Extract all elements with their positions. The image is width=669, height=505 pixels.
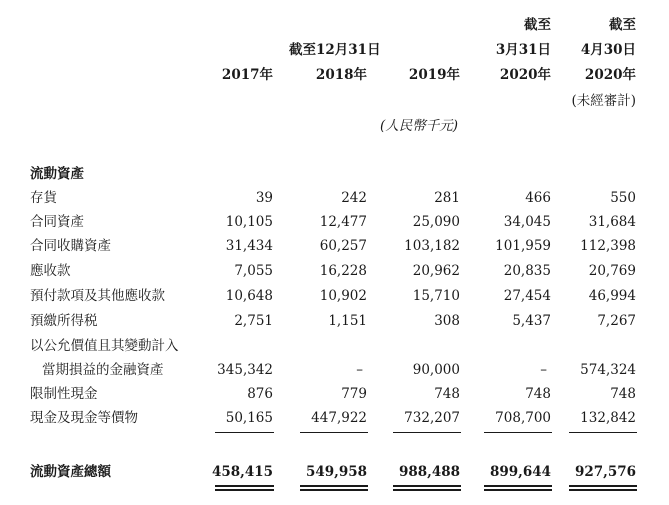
row-value: 112,398 <box>580 238 636 254</box>
row-value: 308 <box>434 313 460 329</box>
row-value: 90,000 <box>412 362 460 378</box>
total-double-rule <box>215 485 274 487</box>
row-value: 748 <box>610 386 636 402</box>
row-value: 281 <box>434 190 460 206</box>
row-value: 20,769 <box>588 263 636 279</box>
subtotal-rule <box>484 432 552 433</box>
row-value: 748 <box>525 386 551 402</box>
row-value: 10,105 <box>225 214 273 230</box>
row-value: 876 <box>247 386 273 402</box>
row-value: 574,324 <box>580 362 636 378</box>
row-label: 合同收購資產 <box>30 238 111 254</box>
row-value: 447,922 <box>311 410 367 426</box>
total-double-rule <box>215 489 274 491</box>
row-value: 732,207 <box>404 410 460 426</box>
row-value: 7,055 <box>234 263 273 279</box>
col4-header-date: 3月31日 <box>495 42 551 58</box>
row-value: 2,751 <box>234 313 273 329</box>
row-value: 345,342 <box>217 362 273 378</box>
row-value: 27,454 <box>503 288 551 304</box>
row-value: 60,257 <box>319 238 367 254</box>
row-label: 存貨 <box>30 190 57 206</box>
row-value: 7,267 <box>597 313 636 329</box>
row-label: 限制性現金 <box>30 386 98 402</box>
total-double-rule <box>484 485 552 487</box>
row-value: 708,700 <box>495 410 551 426</box>
row-label: 當期損益的金融資產 <box>42 362 164 378</box>
row-value: 779 <box>341 386 367 402</box>
total-value: 458,415 <box>211 464 273 480</box>
row-label: 以公允價值且其變動計入 <box>30 338 179 354</box>
row-value: 242 <box>341 190 367 206</box>
row-label: 預繳所得税 <box>30 313 98 329</box>
row-value: 16,228 <box>319 263 367 279</box>
row-value: 34,045 <box>503 214 551 230</box>
row-value: 748 <box>434 386 460 402</box>
row-value: 10,902 <box>319 288 367 304</box>
total-double-rule <box>484 489 552 491</box>
row-value: 39 <box>255 190 273 206</box>
row-value: 5,437 <box>512 313 551 329</box>
row-value: – <box>540 362 547 378</box>
row-value: 132,842 <box>580 410 636 426</box>
row-label: 預付款項及其他應收款 <box>30 288 165 304</box>
row-value: 46,994 <box>588 288 636 304</box>
total-label: 流動資產總額 <box>30 464 111 480</box>
total-double-rule <box>300 485 368 487</box>
row-value: 50,165 <box>225 410 273 426</box>
row-value: 1,151 <box>328 313 367 329</box>
total-double-rule <box>569 489 637 491</box>
section-title: 流動資產 <box>30 166 84 182</box>
subtotal-rule <box>300 432 368 433</box>
subtotal-rule <box>215 432 274 433</box>
row-value: 15,710 <box>412 288 460 304</box>
year-end-group-header: 截至12月31日 <box>289 42 381 58</box>
row-value: 550 <box>610 190 636 206</box>
unaudited-note: (未經審計) <box>571 93 636 109</box>
row-label: 現金及現金等價物 <box>30 410 138 426</box>
total-value: 927,576 <box>574 464 636 480</box>
year-header-2020-mar: 2020年 <box>499 67 551 83</box>
year-header-2018: 2018年 <box>315 67 367 83</box>
year-header-2017: 2017年 <box>221 67 273 83</box>
currency-unit-note: (人民幣千元) <box>380 118 459 134</box>
total-value: 899,644 <box>489 464 551 480</box>
row-value: 103,182 <box>404 238 460 254</box>
total-value: 988,488 <box>398 464 460 480</box>
row-value: 31,684 <box>588 214 636 230</box>
total-double-rule <box>393 489 461 491</box>
total-double-rule <box>569 485 637 487</box>
row-value: 12,477 <box>319 214 367 230</box>
year-header-2019: 2019年 <box>408 67 460 83</box>
total-double-rule <box>300 489 368 491</box>
row-value: 101,959 <box>495 238 551 254</box>
col4-header-top: 截至 <box>524 17 551 33</box>
col5-header-date: 4月30日 <box>580 42 636 58</box>
row-value: 10,648 <box>225 288 273 304</box>
row-label: 合同資產 <box>30 214 84 230</box>
total-double-rule <box>393 485 461 487</box>
row-value: 20,962 <box>412 263 460 279</box>
subtotal-rule <box>393 432 461 433</box>
row-value: – <box>356 362 363 378</box>
row-value: 20,835 <box>503 263 551 279</box>
year-header-2020-apr: 2020年 <box>584 67 636 83</box>
col5-header-top: 截至 <box>609 17 636 33</box>
row-value: 31,434 <box>225 238 273 254</box>
row-label: 應收款 <box>30 263 71 279</box>
row-value: 466 <box>525 190 551 206</box>
row-value: 25,090 <box>412 214 460 230</box>
total-value: 549,958 <box>305 464 367 480</box>
subtotal-rule <box>569 432 637 433</box>
